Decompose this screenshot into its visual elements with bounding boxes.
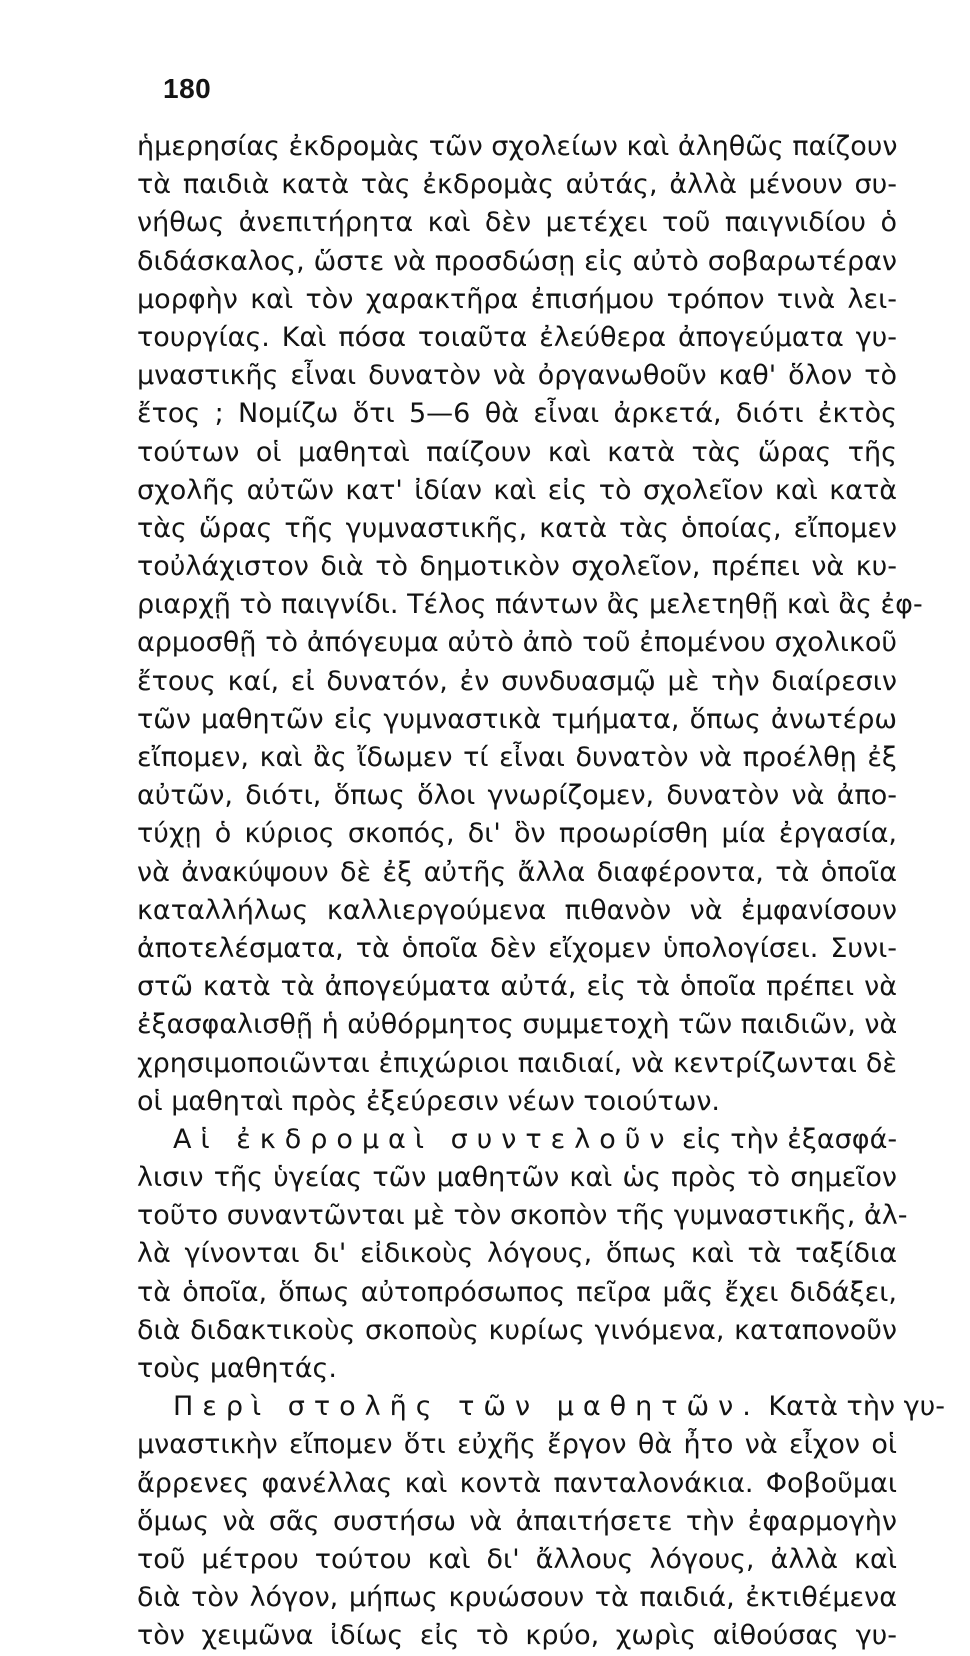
text-fragment: Κατὰ τὴν γυ-: [768, 1391, 945, 1423]
text-line: ἔτος ; Νομίζω ὅτι 5—6 θὰ εἶναι ἀρκετά, διότι ἐκτὸς: [137, 398, 897, 430]
text-fragment: εἰς τὴν ἐξασφά-: [682, 1123, 898, 1155]
text-line: μορφὴν καὶ τὸν χαρακτῆρα ἐπισήμου τρόπον τινὰ λει-: [137, 283, 897, 315]
text-line: αρμοσθῇ τὸ ἀπόγευμα αὐτὸ ἀπὸ τοῦ ἐπομένου σχολικοῦ: [137, 627, 897, 659]
text-line: τὰ παιδιὰ κατὰ τὰς ἐκδρομὰς αὐτάς, ἀλλὰ μένουν συ-: [137, 169, 897, 201]
text-line: διδάσκαλος, ὥστε νὰ προσδώσῃ εἰς αὐτὸ σοβαρωτέραν: [137, 245, 897, 277]
text-line: τὰς ὥρας τῆς γυμναστικῆς, κατὰ τὰς ὁποίας, εἴπομεν: [137, 512, 897, 544]
text-line: εἴπομεν, καὶ ἂς ἴδωμεν τί εἶναι δυνατὸν νὰ προέλθῃ ἐξ: [137, 742, 897, 773]
paragraph-heading-line: [137, 1388, 945, 1426]
text-line: τοὐλάχιστον διὰ τὸ δημοτικὸν σχολεῖον, πρέπει νὰ κυ-: [137, 551, 897, 583]
spaced-heading: Αἱ ἐκδρομαὶ συντελοῦν: [173, 1123, 674, 1155]
text-line: τὸν χειμῶνα ἰδίως εἰς τὸ κρύο, χωρὶς αἰθούσας γυ-: [137, 1620, 897, 1652]
body-text: [137, 128, 945, 1656]
text-line: καταλλήλως καλλιεργούμενα πιθανὸν νὰ ἐμφανίσουν: [137, 894, 897, 926]
text-line: λισιν τῆς ὑγείας τῶν μαθητῶν καὶ ὡς πρὸς τὸ σημεῖον: [137, 1162, 897, 1194]
text-line: ἀποτελέσματα, τὰ ὁποῖα δὲν εἴχομεν ὑπολογίσει. Συνι-: [137, 932, 897, 964]
paragraph-heading-line: [137, 1121, 897, 1159]
text-line: ἐξασφαλισθῇ ἡ αὐθόρμητος συμμετοχὴ τῶν παιδιῶν, νὰ: [137, 1009, 898, 1041]
text-line: τοῦτο συναντῶνται μὲ τὸν σκοπὸν τῆς γυμναστικῆς, ἀλ-: [137, 1200, 908, 1232]
page-number: 180: [163, 73, 212, 104]
text-line: ριαρχῇ τὸ παιγνίδι. Τέλος πάντων ἂς μελετηθῇ καὶ ἂς ἐφ-: [137, 589, 923, 621]
text-line: ἡμερησίας ἐκδρομὰς τῶν σχολείων καὶ ἀληθῶς παίζουν: [137, 131, 898, 162]
text-line: στῶ κατὰ τὰ ἀπογεύματα αὐτά, εἰς τὰ ὁποῖα πρέπει νὰ: [137, 971, 897, 1003]
text-line: τύχῃ ὁ κύριος σκοπός, δι' ὃν προωρίσθη μία ἐργασία,: [137, 818, 897, 850]
text-line: λὰ γίνονται δι' εἰδικοὺς λόγους, ὅπως καὶ τὰ ταξίδια: [137, 1238, 897, 1270]
text-line: διὰ διδακτικοὺς σκοποὺς κυρίως γινόμενα, καταπονοῦν: [137, 1314, 897, 1346]
text-line: οἱ μαθηταὶ πρὸς ἐξεύρεσιν νέων τοιούτων.: [137, 1085, 721, 1117]
text-line: τοῦ μέτρου τούτου καὶ δι' ἄλλους λόγους, ἀλλὰ καὶ: [137, 1543, 897, 1575]
text-line: αὐτῶν, διότι, ὅπως ὅλοι γνωρίζομεν, δυνατὸν νὰ ἀπο-: [137, 780, 897, 812]
text-line: διὰ τὸν λόγον, μήπως κρυώσουν τὰ παιδιά, ἐκτιθέμενα: [137, 1582, 897, 1614]
text-line: τούτων οἱ μαθηταὶ παίζουν καὶ κατὰ τὰς ὥρας τῆς: [137, 436, 897, 468]
text-line: ὅμως νὰ σᾶς συστήσω νὰ ἀπαιτήσετε τὴν ἐφαρμογὴν: [137, 1505, 897, 1537]
text-line: μναστικῆς εἶναι δυνατὸν νὰ ὀργανωθοῦν καθ' ὅλον τὸ: [137, 360, 897, 392]
text-line: νήθως ἀνεπιτήρητα καὶ δὲν μετέχει τοῦ παιγνιδίου ὁ: [137, 207, 897, 239]
text-line: μναστικὴν εἴπομεν ὅτι εὐχῆς ἔργον θὰ ἦτο νὰ εἶχον οἱ: [137, 1429, 897, 1461]
text-line: τῶν μαθητῶν εἰς γυμναστικὰ τμήματα, ὅπως ἀνωτέρω: [137, 703, 897, 735]
spaced-heading: Περὶ στολῆς τῶν μαθητῶν.: [173, 1391, 760, 1423]
text-line: ἄρρενες φανέλλας καὶ κοντὰ πανταλονάκια. Φοβοῦμαι: [137, 1467, 897, 1499]
text-line: χρησιμοποιῶνται ἐπιχώριοι παιδιαί, νὰ κεντρίζωνται δὲ: [137, 1047, 897, 1079]
text-line: τοὺς μαθητάς.: [137, 1353, 337, 1384]
text-line: τουργίας. Καὶ πόσα τοιαῦτα ἐλεύθερα ἀπογεύματα γυ-: [137, 321, 897, 353]
text-line: σχολῆς αὐτῶν κατ' ἰδίαν καὶ εἰς τὸ σχολεῖον καὶ κατὰ: [137, 474, 897, 506]
text-line: τὰ ὁποῖα, ὅπως αὐτοπρόσωπος πεῖρα μᾶς ἔχει διδάξει,: [137, 1276, 897, 1308]
text-line: νὰ ἀνακύψουν δὲ ἐξ αὐτῆς ἄλλα διαφέροντα, τὰ ὁποῖα: [137, 856, 897, 888]
text-line: ἔτους καί, εἰ δυνατόν, ἐν συνδυασμῷ μὲ τὴν διαίρεσιν: [137, 665, 897, 697]
